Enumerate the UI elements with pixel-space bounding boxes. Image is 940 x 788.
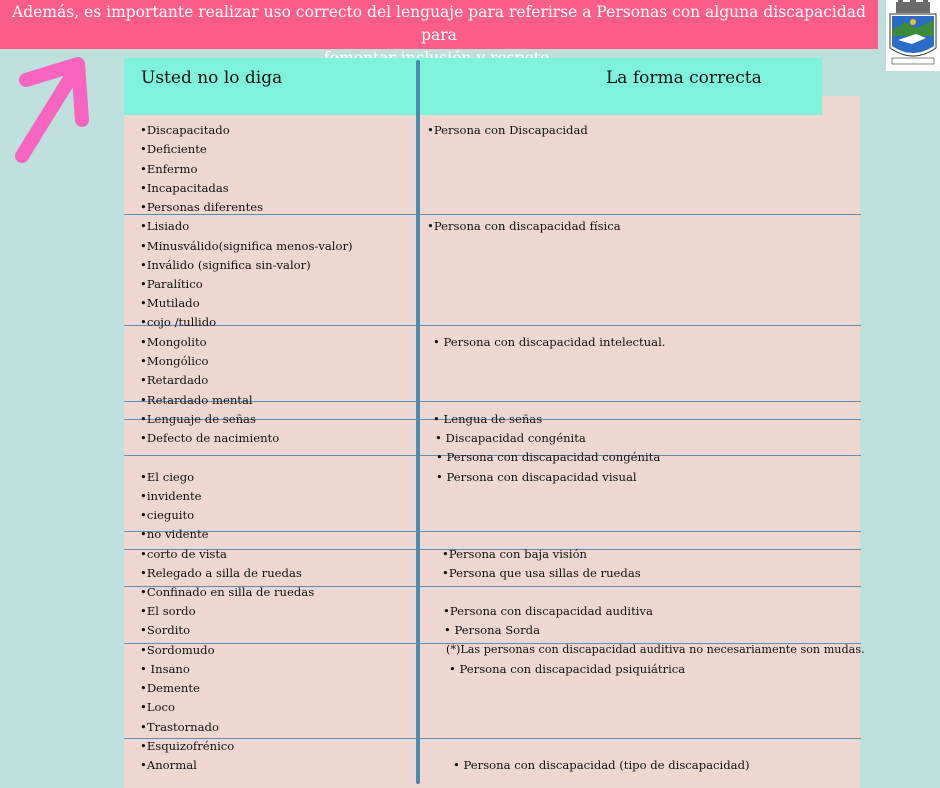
column-header-dont-say: Usted no lo diga [141,68,283,88]
correct-term: • Persona con discapacidad intelectual. [433,335,666,349]
correct-term: • Discapacidad congénita [435,431,586,445]
avoid-term: •Relegado a silla de ruedas [140,566,302,580]
correct-term: • Persona con discapacidad congénita [436,450,661,464]
correct-term: • Persona con discapacidad (tipo de discapacidad) [453,758,750,772]
row-separator [124,738,861,739]
correct-term: •Persona con Discapacidad [427,123,588,137]
avoid-term: •Esquizofrénico [140,739,235,753]
correct-term: • Persona Sorda [444,623,540,637]
correct-term: • Persona con discapacidad psiquiátrica [449,662,686,676]
avoid-term: •Loco [140,700,175,714]
avoid-term: •Anormal [140,758,197,772]
avoid-term: •Trastornado [140,720,219,734]
avoid-term: •Mongolito [140,335,207,349]
avoid-term: •Deficiente [140,142,207,156]
avoid-term: •Sordomudo [140,643,215,657]
avoid-term: •El ciego [140,470,195,484]
avoid-term: •corto de vista [140,547,227,561]
municipal-crest-logo [886,0,940,71]
avoid-term: •Discapacitado [140,123,230,137]
avoid-term: •Sordito [140,623,191,637]
correct-term: •Persona con discapacidad física [427,219,621,233]
avoid-term: •Retardado mental [140,393,253,407]
correct-term: •Persona que usa sillas de ruedas [442,566,641,580]
avoid-term: •Mutilado [140,296,200,310]
avoid-term: •Minusválido(significa menos-valor) [140,239,353,253]
info-banner [0,0,878,49]
avoid-term: •Retardado [140,373,209,387]
banner-line-1: Además, es importante realizar uso correcto del lenguaje para referirse a Personas con alguna discapacidad para [12,3,866,44]
avoid-term: • Insano [140,662,190,676]
avoid-term: •Incapacitadas [140,181,229,195]
correct-term: • Persona con discapacidad visual [436,470,637,484]
avoid-term: •Lisiado [140,219,190,233]
avoid-term: •El sordo [140,604,196,618]
correct-term: • Lengua de señas [433,412,543,426]
column-divider [416,60,420,784]
arrow-up-left-icon [6,52,96,170]
avoid-term: •Paralítico [140,277,203,291]
avoid-term: •Inválido (significa sin-valor) [140,258,311,272]
avoid-term: •Lenguaje de señas [140,412,256,426]
column-header-correct-form: La forma correcta [606,68,762,88]
avoid-term: •Confinado en silla de ruedas [140,585,315,599]
correct-term-note: (*)Las personas con discapacidad auditiva no necesariamente son mudas. [446,643,865,656]
row-separator [124,325,861,326]
avoid-term: •no vidente [140,527,209,541]
avoid-term: •Enfermo [140,162,198,176]
avoid-term: •Personas diferentes [140,200,264,214]
avoid-term: •invidente [140,489,202,503]
avoid-term: •cieguito [140,508,195,522]
avoid-term: •Demente [140,681,200,695]
avoid-term: •Defecto de nacimiento [140,431,280,445]
avoid-term: •cojo /tullido [140,315,217,329]
row-separator [124,531,861,532]
correct-term: •Persona con discapacidad auditiva [443,604,653,618]
row-separator [124,214,861,215]
avoid-term: •Mongólico [140,354,209,368]
correct-term: •Persona con baja visión [442,547,588,561]
